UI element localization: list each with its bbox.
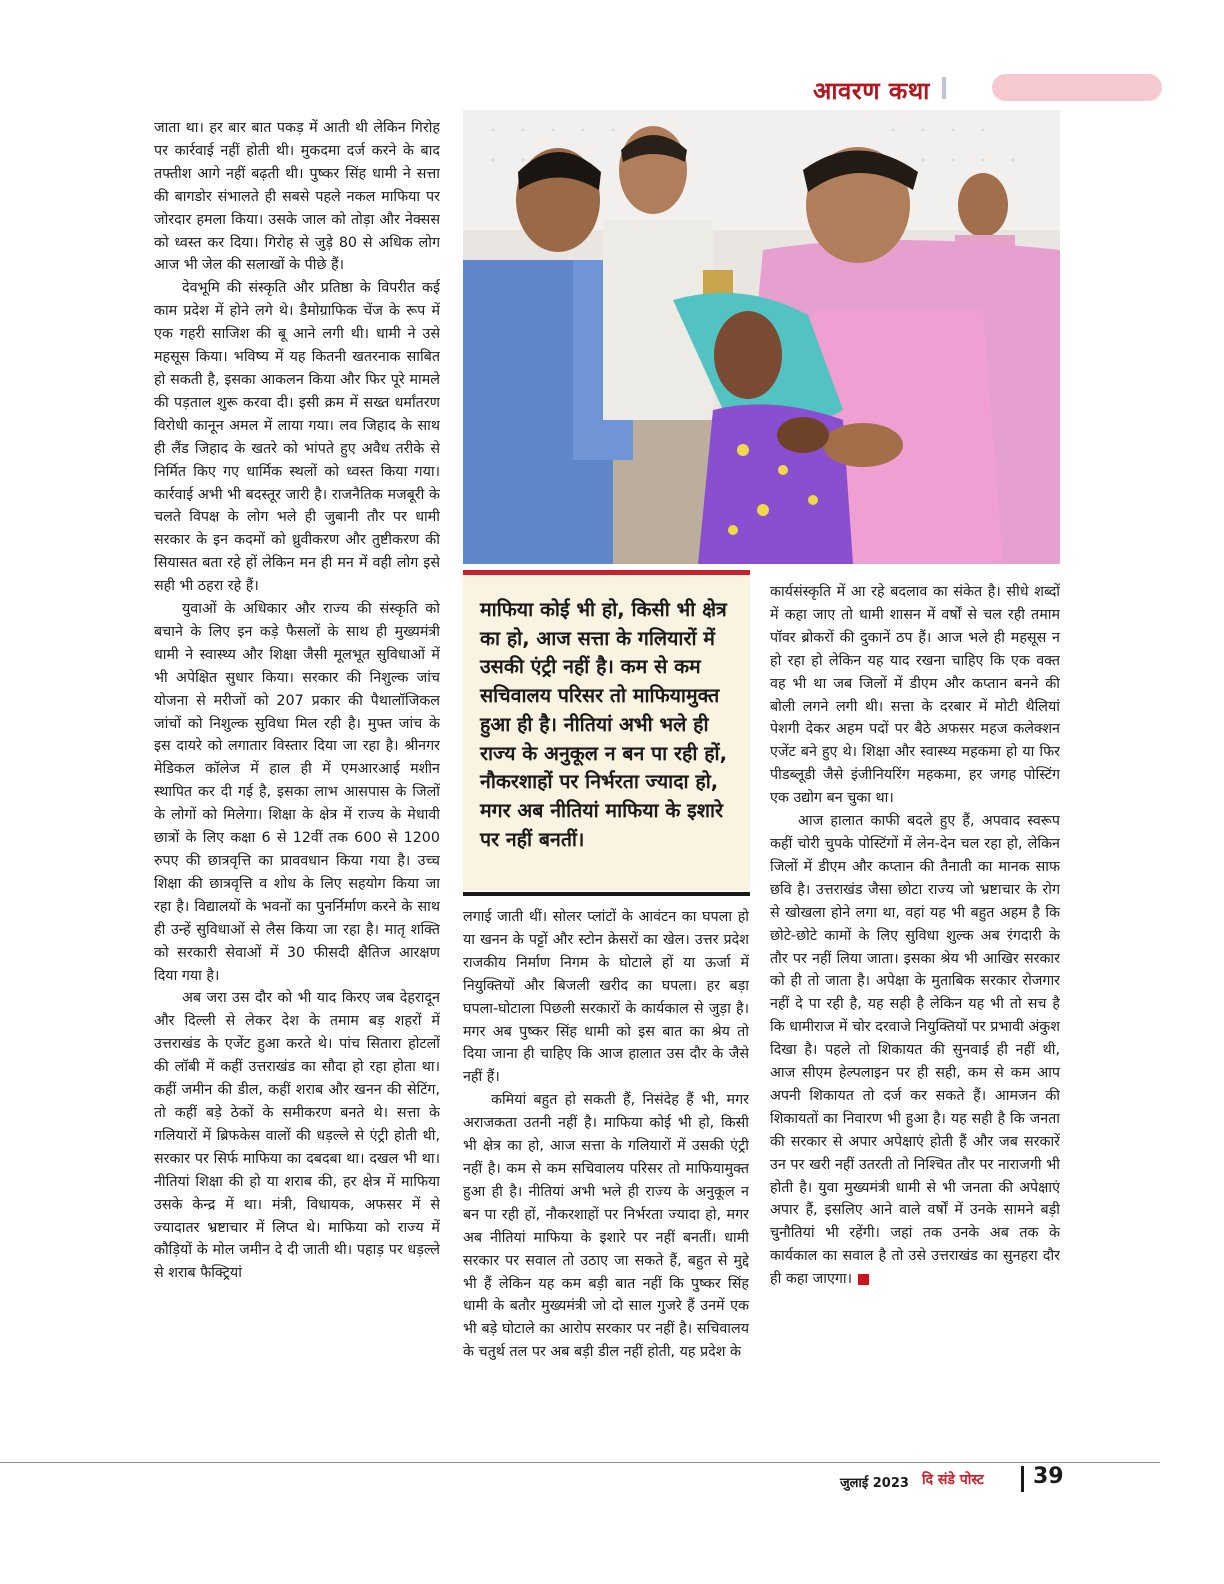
- section-label: आवरण कथा: [813, 77, 930, 105]
- end-of-article-mark: [858, 1274, 869, 1285]
- footer-separator: [1021, 1466, 1024, 1492]
- paragraph: [770, 810, 1060, 1291]
- article-column-3: [770, 581, 1060, 1439]
- paragraph: देवभूमि की संस्कृति और प्रतिष्ठा के विपरीत कई काम प्रदेश में होने लगे थे। डैमोग्राफिक चेंज के रूप में एक गहरी साजिश की बू आने लगी थी। धामी ने उसे महसूस किया। भविष्य में यह कितनी खतरनाक साबित हो सकती है, इसका आकलन किया और फिर पूरे मामले की पड़ताल शुरू करवा दी। इसी क्रम में सख्त धर्मांतरण विरोधी कानून अमल में लाया गया। लव जिहाद के साथ ही लैंड जिहाद के खतरे को भांपते हुए अवैध तरीके से निर्मित किए गए धार्मिक स्थलों को ध्वस्त किया गया। कार्रवाई अभी भी बदस्तूर जारी है। राजनैतिक मजबूरी के चलते विपक्ष के लोग भले ही जुबानी तौर पर धामी सरकार के इन कदमों को ध्रुवीकरण और तुष्टीकरण की सियासत बता रहे हों लेकिन मन ही मन में वही लोग इसे सही भी ठहरा रहे हैं।: [154, 280, 440, 595]
- paragraph: लगाई जाती थीं। सोलर प्लांटों के आवंटन का घपला हो या खनन के पट्टों और स्टोन क्रेसरों का खेल। उत्तर प्रदेश राजकीय निर्माण निगम के घोटाले हों या ऊर्जा में नियुक्तियों और बिजली खरीद का घपला। हर बड़ा घपला-घोटाला पिछली सरकारों के कार्यकाल से जुड़ा है। मगर अब पुष्कर सिंह धामी को इस बात का श्रेय तो दिया जाना ही चाहिए कि आज हालात उस दौर के जैसे नहीं हैं।: [463, 909, 749, 1086]
- article-column-1: [154, 117, 440, 1437]
- pullquote-bottom-rule: [463, 892, 750, 896]
- article-photo: [463, 110, 1060, 564]
- paragraph-text: आज हालात काफी बदले हुए हैं, अपवाद स्वरूप कहीं चोरी चुपके पोस्टिंगों में लेन-देन चल रहा हो, लेकिन जिलों में डीएम और कप्तान की तैनाती का मानक साफ छवि है। उत्तराखंड जैसा छोटा राज्य जो भ्रष्टाचार के रोग से खोखला होने लगा था, वहां यह भी बहुत अहम है कि छोटे-छोटे कामों के लिए सुविधा शुल्क अब रंगदारी के तौर पर नहीं लिया जाता। इसका श्रेय भी आखिर सरकार को ही तो जाता है। अपेक्षा के मुताबिक सरकार रोजगार नहीं दे पा रही है, यह सही है लेकिन यह भी तो सच है कि धामीराज में चोर दरवाजे नियुक्तियों पर प्रभावी अंकुश दिखा है। पहले तो शिकायत की सुनवाई ही नहीं थी, आज सीएम हेल्पलाइन पर ही सही, कम से कम आप अपनी शिकायत तो दर्ज कर सकते हैं। आमजन की शिकायतों का निवारण भी हुआ है। यह सही है कि जनता की सरकार से अपार अपेक्षाएं होती हैं और जब सरकारें उन पर खरी नहीं उतरती तो निश्चित तौर पर नाराजगी भी होती है। युवा मुख्यमंत्री धामी से भी जनता की अपेक्षाएं अपार हैं, इसलिए आने वाले वर्षों में उनके सामने बड़ी चुनौतियां भी रहेंगी। जहां तक उनके अब तक के कार्यकाल का सवाल है तो उसे उत्तराखंड का सुनहरा दौर ही कहा जाएगा।: [770, 813, 1060, 1288]
- paragraph: युवाओं के अधिकार और राज्य की संस्कृति को बचाने के लिए इन कड़े फैसलों के साथ ही मुख्यमंत्री धामी ने स्वास्थ्य और शिक्षा जैसी मूलभूत सुविधाओं में भी अपेक्षित सुधार किया। सरकार की निशुल्क जांच योजना से मरीजों को 207 प्रकार की पैथालॉजिकल जांचों को निशुल्क सुविधा मिल रही है। मुफ्त जांच के इस दायरे को लगातार विस्तार दिया जा रहा है। श्रीनगर मेडिकल कॉलेज में हाल ही में एमआरआई मशीन स्थापित कर दी गई है, इसका लाभ आसपास के जिलों के लोगों को मिलेगा। शिक्षा के क्षेत्र में राज्य के मेधावी छात्रों के लिए कक्षा 6 से 12वीं तक 600 से 1200 रुपए की छात्रवृत्ति का प्राववधान किया गया है। उच्च शिक्षा की छात्रवृत्ति व शोध के लिए सहयोग किया जा रहा है। विद्यालयों के भवनों का पुनर्निर्माण करने के साथ ही उन्हें सुविधाओं से लैस किया जा रहा है। मातृ शक्ति को सरकारी सेवाओं में 30 फीसदी क्षैतिज आरक्षण दिया गया है।: [154, 601, 440, 984]
- section-divider: [942, 77, 946, 99]
- section-pill: [992, 74, 1162, 101]
- paragraph: जाता था। हर बार बात पकड़ में आती थी लेकिन गिरोह पर कार्रवाई नहीं होती थी। मुकदमा दर्ज करने के बाद तफ्तीश आगे नहीं बढ़ती थी। पुष्कर सिंह धामी ने सत्ता की बागडोर संभालते ही सबसे पहले नकल माफिया पर जोरदार हमला किया। उसके जाल को तोड़ा और नेक्सस को ध्वस्त कर दिया। गिरोह से जुड़े 80 से अधिक लोग आज भी जेल की सलाखों के पीछे हैं।: [154, 120, 440, 274]
- issue-date: जुलाई 2023: [840, 1476, 909, 1491]
- article-column-2: [463, 906, 749, 1438]
- page-number: 39: [1033, 1464, 1064, 1489]
- pullquote-text: माफिया कोई भी हो, किसी भी क्षेत्र का हो, आज सत्ता के गलियारों में उसकी एंट्री नहीं है। कम से कम सचिवालय परिसर तो माफियामुक्त हुआ ही है। नीतियां अभी भले ही राज्य के अनुकूल न बन पा रही हों, नौकरशाहों पर निर्भरता ज्यादा हो, मगर अब नीतियां माफिया के इशारे पर नहीं बनतीं।: [480, 598, 728, 851]
- footer-rule: [0, 1462, 1160, 1463]
- paragraph: कमियां बहुत हो सकती हैं, निसंदेह हैं भी, मगर अराजकता उतनी नहीं है। माफिया कोई भी हो, किसी भी क्षेत्र का हो, आज सत्ता के गलियारों में उसकी एंट्री नहीं है। कम से कम सचिवालय परिसर तो माफियामुक्त हुआ ही है। नीतियां अभी भले ही राज्य के अनुकूल न बन पा रही हों, नौकरशाहों पर निर्भरता ज्यादा हो, मगर अब नीतियां माफिया के इशारे पर नहीं बनतीं। धामी सरकार पर सवाल तो उठाए जा सकते हैं, बहुत से मुद्दे भी हैं लेकिन यह कम बड़ी बात नहीं कि पुष्कर सिंह धामी के बतौर मुख्यमंत्री जो दो साल गुजरे हैं उनमें एक भी बड़े घोटाले का आरोप सरकार पर नहीं है। सचिवालय के चतुर्थ तल पर अब बड़ी डील नहीं होती, यह प्रदेश के: [463, 1092, 749, 1361]
- publication-logo: दि संडे पोस्ट: [922, 1472, 984, 1488]
- paragraph: अब जरा उस दौर को भी याद किरए जब देहरादून और दिल्ली से लेकर देश के तमाम बड़ शहरों में उत्तराखंड के एजेंट हुआ करते थे। पांच सितारा होटलों की लॉबी में कहीं उत्तराखंड का सौदा हो रहा होता था। कहीं जमीन की डील, कहीं शराब और खनन की सेटिंग, तो कहीं बड़े ठेकों के समीकरण बनते थे। सत्ता के गलियारों में ब्रिफकेस वालों की धड़ल्ले से एंट्री होती थी, सरकार पर सिर्फ माफिया का दबदबा था। दखल भी था। नीतियां शिक्षा की हो या शराब की, हर क्षेत्र में माफिया उसके केन्द्र में था। मंत्री, विधायक, अफसर में से ज्यादातर भ्रष्टाचार में लिप्त थे। माफिया को राज्य में कौड़ियों के मोल जमीन दे दी जाती थी। पहाड़ पर धड़ल्ले से शराब फैक्ट्रियां: [154, 990, 440, 1282]
- paragraph: कार्यसंस्कृति में आ रहे बदलाव का संकेत है। सीधे शब्दों में कहा जाए तो धामी शासन में वर्षों से चल रही तमाम पॉवर ब्रोकरों की दुकानें ठप हैं। आज भले ही महसूस न हो रहा हो लेकिन यह याद रखना चाहिए कि एक वक्त वह भी था जब जिलों में डीएम और कप्तान बनने की बोली लगने लगी थी। सत्ता के दरबार में मोटी थैलियां पेशगी देकर अहम पदों पर बैठे अफसर महज कलेक्शन एजेंट बने हुए थे। शिक्षा और स्वास्थ्य महकमा हो या फिर पीडब्लूडी जैसे इंजीनियरिंग महकमा, हर जगह पोस्टिंग एक उद्योग बन चुका था।: [770, 584, 1060, 807]
